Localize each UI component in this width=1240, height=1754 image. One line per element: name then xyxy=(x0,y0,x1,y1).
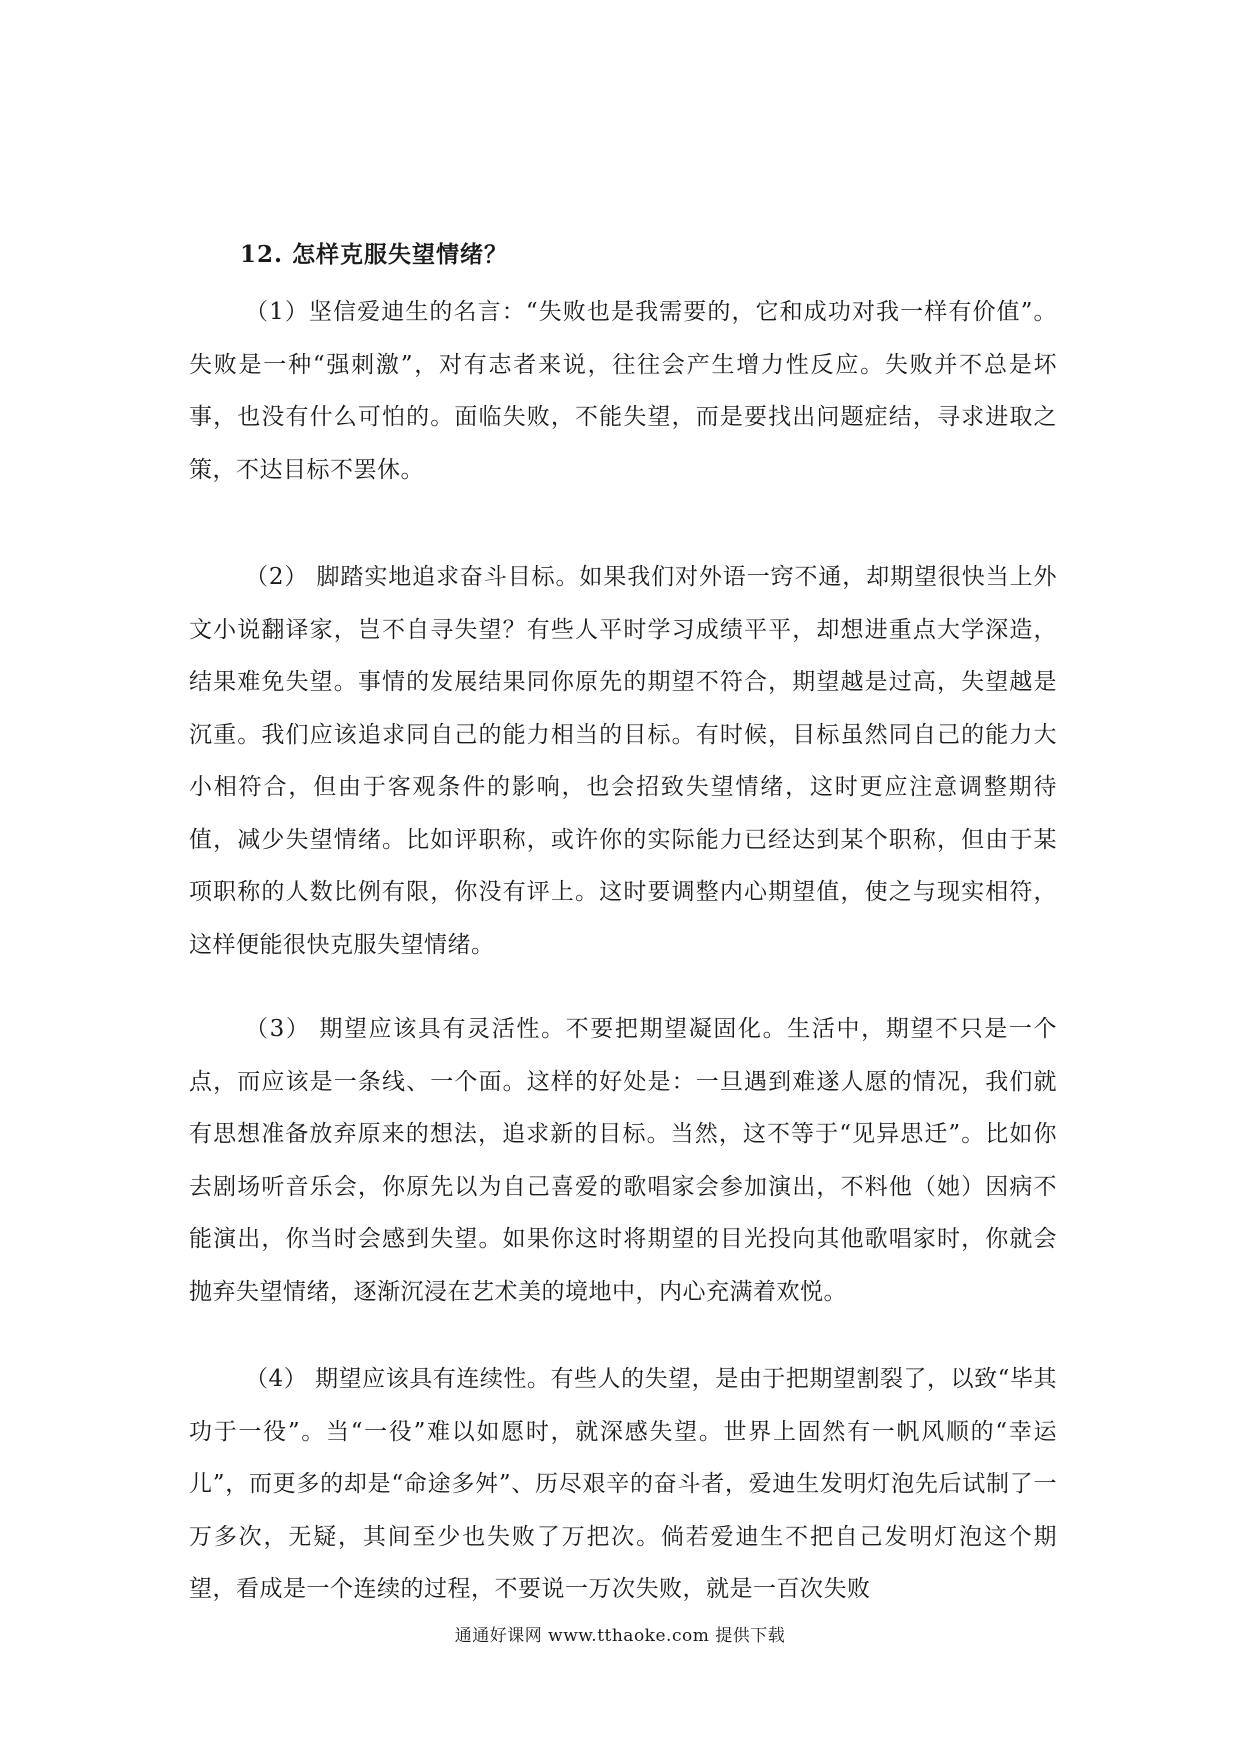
paragraph-1: （1）坚信爱迪生的名言：“失败也是我需要的，它和成功对我一样有价值”。失败是一种“强刺激”，对有志者来说，往往会产生增力性反应。失败并不总是坏事，也没有什么可怕的。面临失败，不能失望，而是要找出问题症结，寻求进取之策，不达目标不罢休。 xyxy=(189,299,1057,483)
section-heading: 12. 怎样克服失望情绪？ xyxy=(240,241,509,268)
page-footer: 通通好课网 www.tthaoke.com 提供下载 xyxy=(454,1626,786,1646)
paragraph-3: （3） 期望应该具有灵活性。不要把期望凝固化。生活中，期望不只是一个点，而应该是一条线、一个面。这样的好处是：一旦遇到难遂人愿的情况，我们就有思想准备放弃原来的想法，追求新的目标。当然，这不等于“见异思迁”。比如你去剧场听音乐会，你原先以为自己喜爱的歌唱家会参加演出，不料他（她）因病不能演出，你当时会感到失望。如果你这时将期望的目光投向其他歌唱家时，你就会抛弃失望情绪，逐渐沉浸在艺术美的境地中，内心充满着欢悦。 xyxy=(189,1016,1057,1305)
paragraph-4: （4） 期望应该具有连续性。有些人的失望，是由于把期望割裂了，以致“毕其功于一役”。当“一役”难以如愿时，就深感失望。世界上固然有一帆风顺的“幸运儿”，而更多的却是“命途多舛”、历尽艰辛的奋斗者，爱迪生发明灯泡先后试制了一万多次，无疑，其间至少也失败了万把次。倘若爱迪生不把自己发明灯泡这个期望，看成是一个连续的过程，不要说一万次失败，就是一百次失败 xyxy=(189,1366,1057,1602)
paragraph-2: （2） 脚踏实地追求奋斗目标。如果我们对外语一窍不通，却期望很快当上外文小说翻译家，岂不自寻失望？有些人平时学习成绩平平，却想进重点大学深造，结果难免失望。事情的发展结果同你原先的期望不符合，期望越是过高，失望越是沉重。我们应该追求同自己的能力相当的目标。有时候，目标虽然同自己的能力大小相符合，但由于客观条件的影响，也会招致失望情绪，这时更应注意调整期待值，减少失望情绪。比如评职称，或许你的实际能力已经达到某个职称，但由于某项职称的人数比例有限，你没有评上。这时要调整内心期望值，使之与现实相符，这样便能很快克服失望情绪。 xyxy=(189,564,1057,958)
